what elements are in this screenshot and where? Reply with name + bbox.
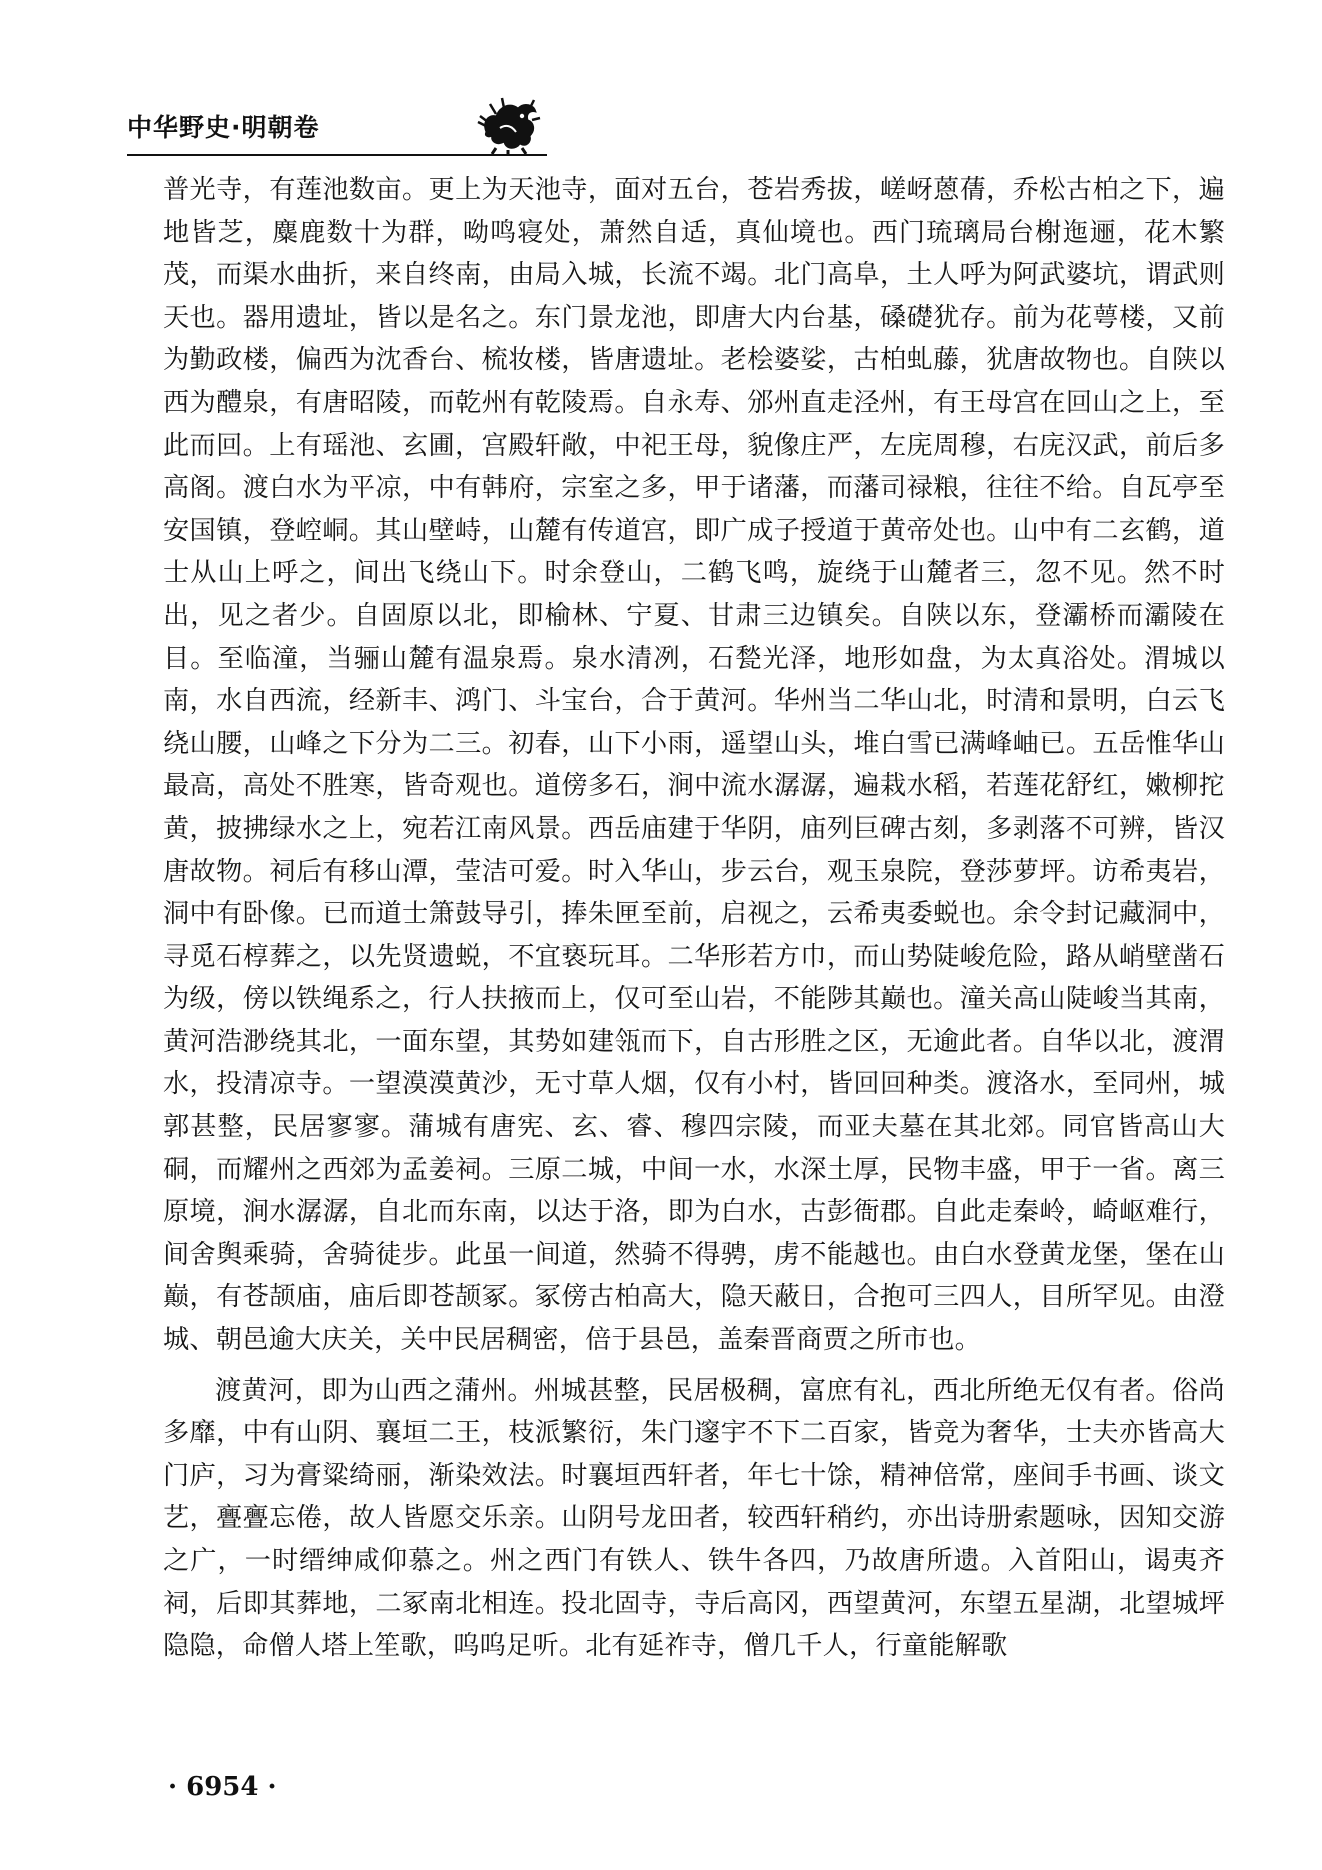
- paragraph-1: 普光寺，有莲池数亩。更上为天池寺，面对五台，苍岩秀拔，嵯岈蒽蒨，乔松古柏之下，遍地皆芝，麋鹿数十为群，呦鸣寝处，萧然自适，真仙境也。西门琉璃局台榭迤逦，花木繁茂，而渠水曲折，来自终南，由局入城，长流不竭。北门高阜，土人呼为阿武婆坑，谓武则天也。器用遗址，皆以是名之。东门景龙池，即唐大内台基，磉礎犹存。前为花萼楼，又前为勤政楼，偏西为沈香台、梳妆楼，皆唐遗址。老桧婆娑，古柏虬藤，犹唐故物也。自陕以西为醴泉，有唐昭陵，而乾州有乾陵焉。自永寿、邠州直走泾州，有王母宫在回山之上，至此而回。上有瑶池、玄圃，宫殿轩敞，中祀王母，貌像庄严，左庑周穆，右庑汉武，前后多高阁。渡白水为平凉，中有韩府，宗室之多，甲于诸藩，而藩司禄粮，往往不给。自瓦亭至安国镇，登崆峒。其山壁峙，山麓有传道宫，即广成子授道于黄帝处也。山中有二玄鹤，道士从山上呼之，间出飞绕山下。时余登山，二鹤飞鸣，旋绕于山麓者三，忽不见。然不时出，见之者少。自固原以北，即榆林、宁夏、甘肃三边镇矣。自陕以东，登灞桥而灞陵在目。至临潼，当骊山麓有温泉焉。泉水清冽，石甃光泽，地形如盘，为太真浴处。渭城以南，水自西流，经新丰、鸿门、斗宝台，合于黄河。华州当二华山北，时清和景明，白云飞绕山腰，山峰之下分为二三。初春，山下小雨，遥望山头，堆白雪已满峰岫已。五岳惟华山最高，高处不胜寒，皆奇观也。道傍多石，涧中流水潺潺，遍栽水稻，若莲花舒红，嫩柳拕黄，披拂绿水之上，宛若江南风景。西岳庙建于华阴，庙列巨碑古刻，多剥落不可辨，皆汉唐故物。祠后有移山潭，莹洁可爱。时入华山，步云台，观玉泉院，登莎萝坪。访希夷岩，洞中有卧像。已而道士箫鼓导引，捧朱匣至前，启视之，云希夷委蜕也。余令封记藏洞中，寻觅石椁葬之，以先贤遗蜕，不宜亵玩耳。二华形若方巾，而山势陡峻危险，路从峭壁凿石为级，傍以铁绳系之，行人扶掖而上，仅可至山岩，不能陟其巅也。潼关高山陡峻当其南，黄河浩渺绕其北，一面东望，其势如建瓴而下，自古形胜之区，无逾此者。自华以北，渡渭水，投清凉寺。一望漠漠黄沙，无寸草人烟，仅有小村，皆回回种类。渡洛水，至同州，城郭甚整，民居寥寥。蒲城有唐宪、玄、睿、穆四宗陵，而亚夫墓在其北郊。同官皆高山大硐，而耀州之西郊为孟姜祠。三原二城，中间一水，水深土厚，民物丰盛，甲于一省。离三原境，涧水潺潺，自北而东南，以达于洛，即为白水，古彭衙郡。自此走秦岭，崎岖难行，间舍舆乘骑，舍骑徒步。此虽一间道，然骑不得骋，虏不能越也。由白水登黄龙堡，堡在山巅，有苍颉庙，庙后即苍颉冢。冢傍古柏高大，隐天蔽日，合抱可三四人，目所罕见。由澄城、朝邑逾大庆关，关中民居稠密，倍于县邑，盖秦晋商贾之所市也。: [163, 175, 1225, 1356]
- page-number: · 6954 ·: [168, 1772, 277, 1802]
- body-text: [163, 169, 1225, 1668]
- paragraph-2: 渡黄河，即为山西之蒲州。州城甚整，民居极稠，富庶有礼，西北所绝无仅有者。俗尚多靡，中有山阴、襄垣二王，枝派繁衍，朱门邃宇不下二百家，皆竞为奢华，士夫亦皆高大门庐，习为膏粱绮丽，渐染效法。时襄垣西轩者，年七十馀，精神倍常，座间手书画、谈文艺，亹亹忘倦，故人皆愿交乐亲。山阴号龙田者，较西轩稍约，亦出诗册索题咏，因知交游之广，一时缙绅咸仰慕之。州之西门有铁人、铁牛各四，乃故唐所遗。入首阳山，谒夷齐祠，后即其葬地，二冢南北相连。投北固寺，寺后高冈，西望黄河，东望五星湖，北望城坪隐隐，命僧人塔上笙歌，呜呜足听。北有延祚寺，僧几千人，行童能解歌: [163, 1375, 1225, 1662]
- running-head-title: 中华野史·明朝卷: [127, 113, 320, 142]
- page-header: [127, 100, 1257, 160]
- header-rule: [127, 154, 547, 156]
- dragon-emblem-icon: [472, 92, 544, 154]
